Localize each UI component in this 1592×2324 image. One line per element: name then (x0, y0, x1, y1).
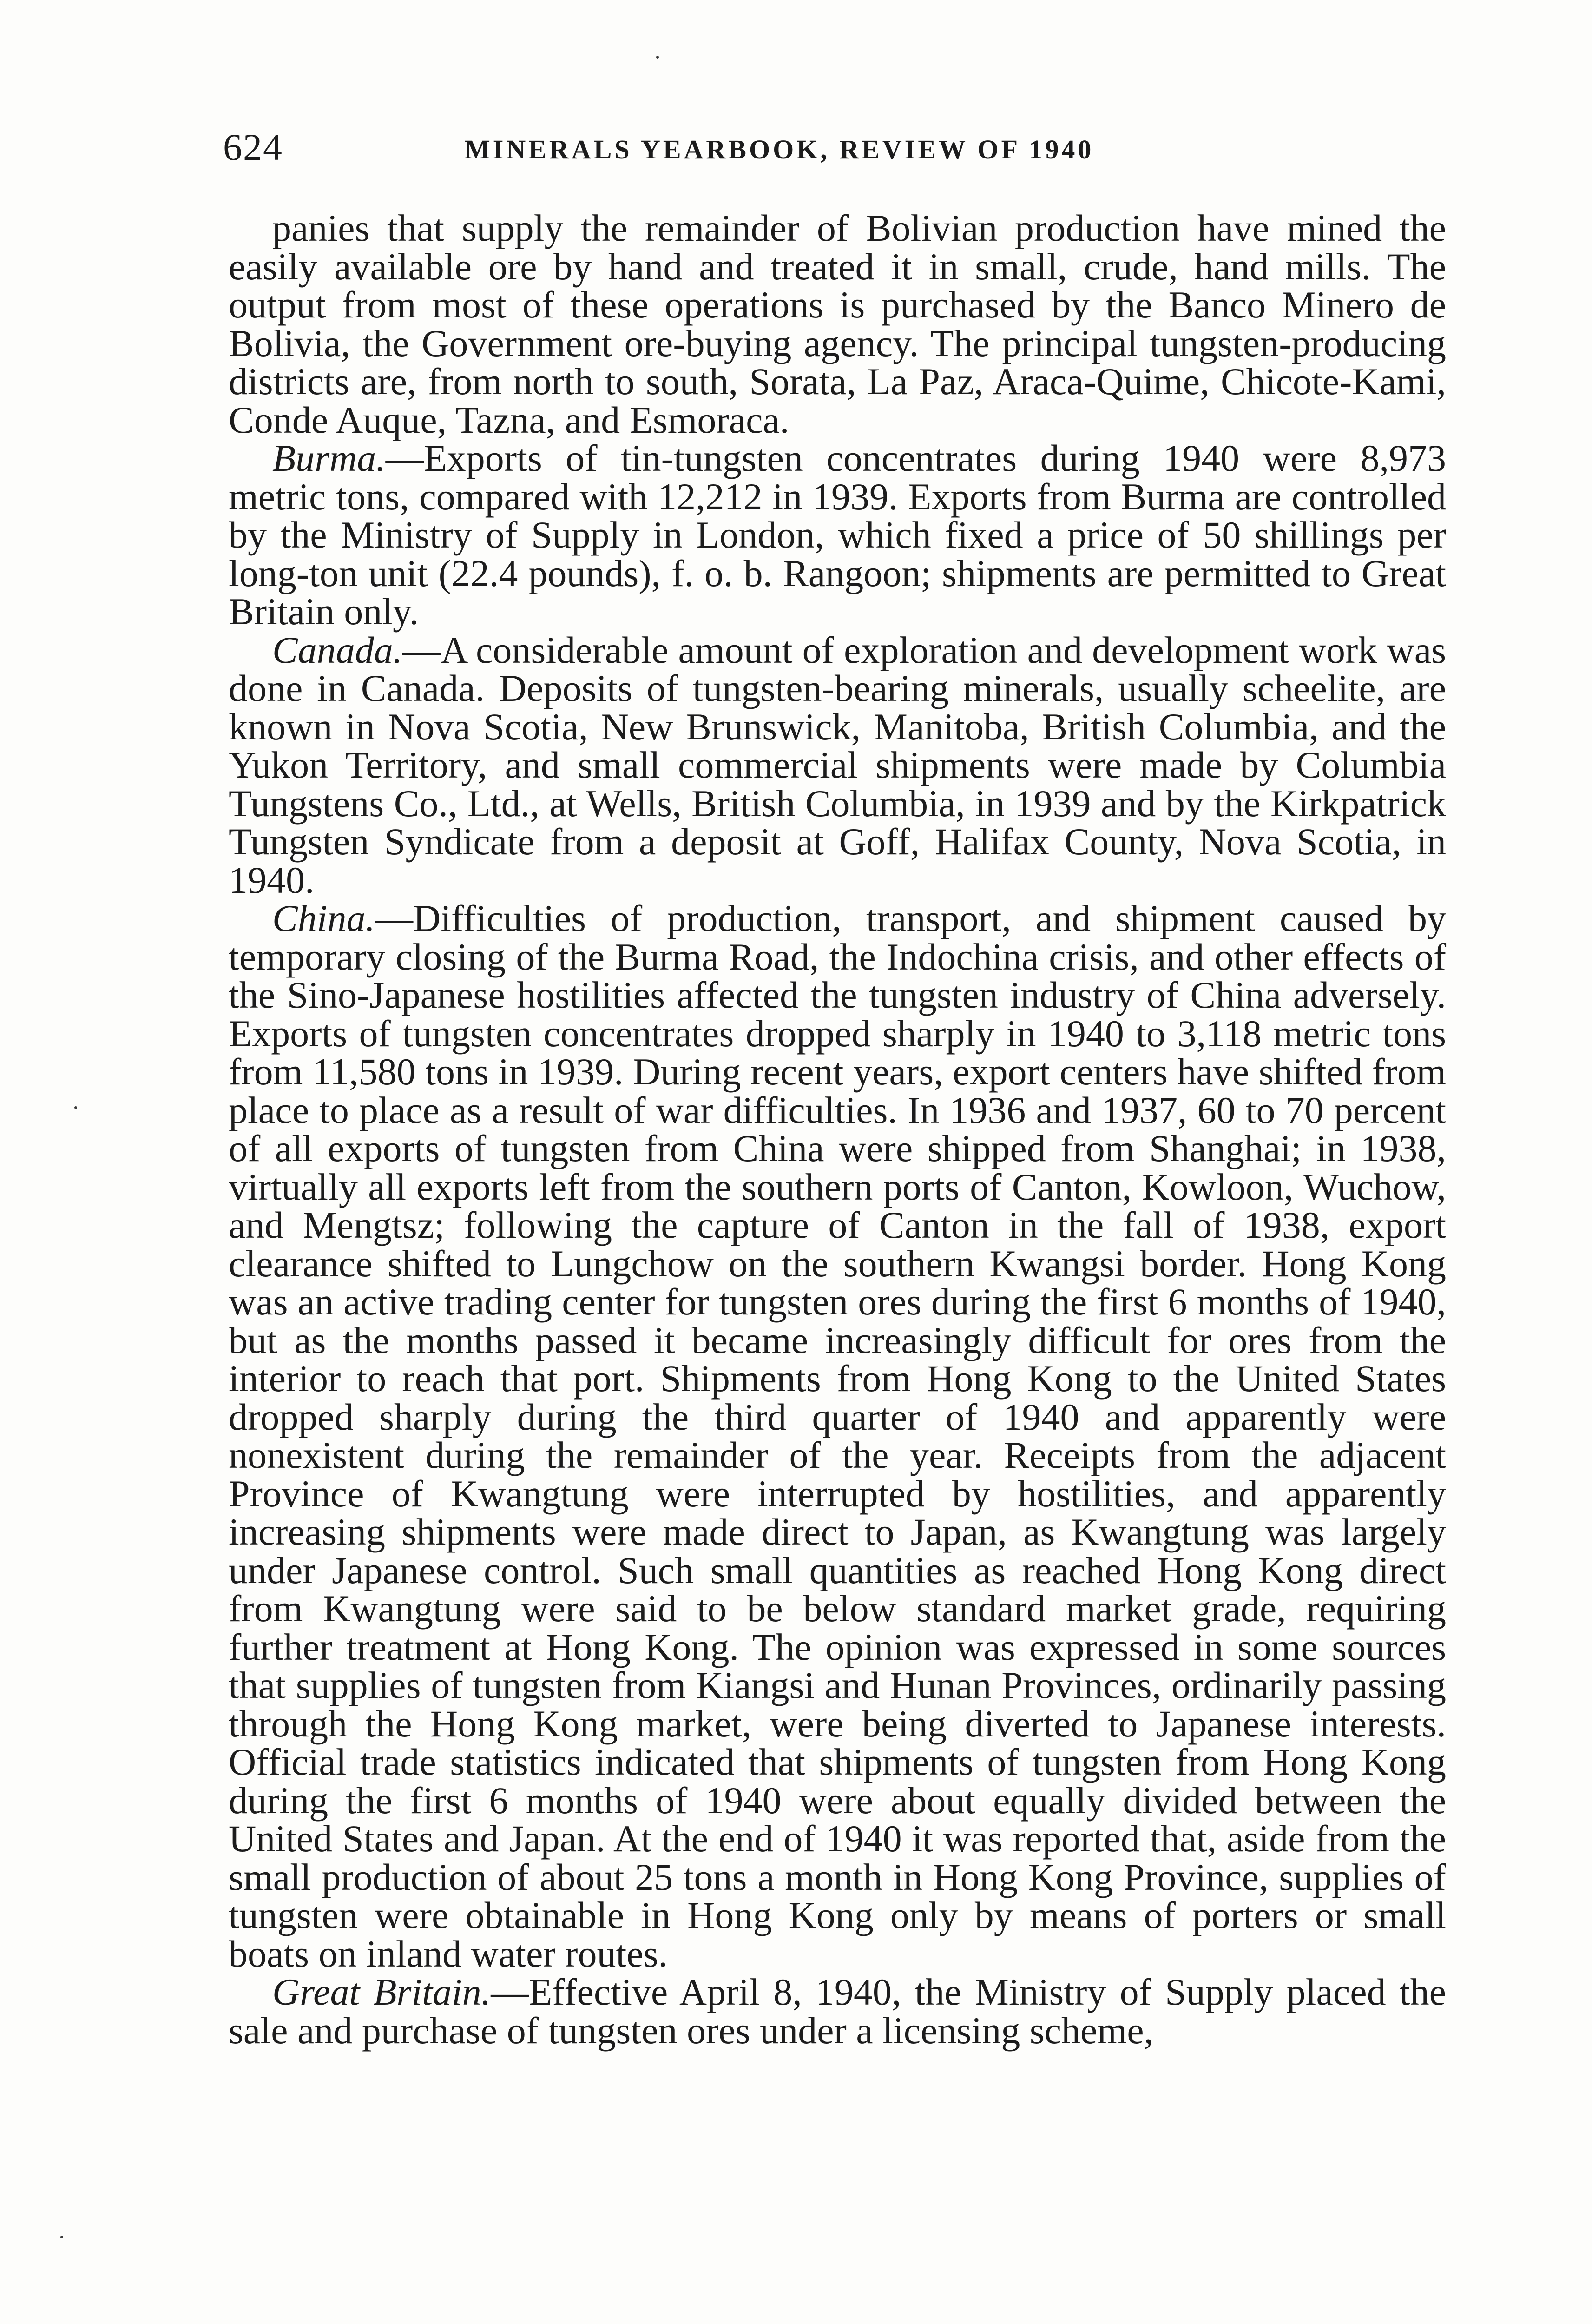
em-dash: — (402, 628, 441, 671)
paragraph-china (229, 899, 1446, 1973)
section-heading-great-britain: Great Britain. (272, 1971, 491, 2013)
running-head: MINERALS YEARBOOK, REVIEW OF 1940 (465, 134, 1094, 165)
section-heading-canada: Canada. (272, 628, 403, 671)
body-text (229, 209, 1446, 2050)
paragraph-burma (229, 439, 1446, 631)
scan-speck (74, 1106, 77, 1109)
scan-speck (60, 2236, 63, 2238)
paragraph-text: Difficulties of production, transport, and shipment caused by temporary closing of the Burma Road, the Indochina crisis, and other effects of the Sino-Japanese hostilities affected the tungsten industry of China adversely. Exports of tungsten concentrates dropped sharply in 1940 to 3,118 metric tons from 11,580 tons in 1939. During recent years, export centers have shifted from place to place as a result of war difficulties. In 1936 and 1937, 60 to 70 percent of all exports of tungsten from China were shipped from Shanghai; in 1938, virtually all exports left from the southern ports of Canton, Kowloon, Wuchow, and Mengtsz; following the capture of Canton in the fall of 1938, export clearance shifted to Lungchow on the southern Kwangsi border. Hong Kong was an active trading center for tungsten ores during the first 6 months of 1940, but as the months passed it became increasingly difficult for ores from the interior to reach that port. Shipments from Hong Kong to the United States dropped sharply during the third quarter of 1940 and apparently were nonexistent during the remainder of the year. Receipts from the adjacent Province of Kwangtung were interrupted by hostilities, and apparently increasing shipments were made direct to Japan, as Kwangtung was largely under Japanese control. Such small quantities as reached Hong Kong direct from Kwangtung were said to be below standard market grade, requiring further treatment at Hong Kong. The opinion was expressed in some sources that supplies of tungsten from Kiangsi and Hunan Provinces, ordinarily passing through the Hong Kong market, were being diverted to Japanese interests. Official trade statistics indicated that shipments of tungsten from Hong Kong during the first 6 months of 1940 were about equally divided between the United States and Japan. At the end of 1940 it was reported that, aside from the small production of about 25 tons a month in Hong Kong Province, supplies of tungsten were obtainable in Hong Kong only by means of porters or small boats on inland water routes. (229, 897, 1446, 1975)
paragraph-canada (229, 628, 1446, 901)
scan-speck (656, 56, 659, 59)
em-dash: — (375, 897, 413, 939)
section-heading-china: China. (272, 897, 375, 939)
paragraph-text: panies that supply the remainder of Bolivian production have mined the easily available ore by hand and treated it in small, crude, hand mills. The output from most of these operations is purchased by the Banco Minero de Bolivia, the Government ore-buying agency. The principal tungsten-producing districts are, from north to south, Sorata, La Paz, Araca-Quime, Chicote-Kami, Conde Auque, Tazna, and Esmoraca. (229, 207, 1446, 441)
paragraph-bolivia-continued (229, 209, 1446, 439)
page-number: 624 (223, 126, 283, 168)
paragraph-great-britain (229, 1973, 1446, 2050)
page-header (223, 125, 1450, 177)
paragraph-text: Exports of tin-tungsten concentrates during 1940 were 8,973 metric tons, compared with 12,212 in 1939. Exports from Burma are controlled by the Ministry of Supply in London, which fixed a price of 50 shillings per long-ton unit (22.4 pounds), f. o. b. Rangoon; shipments are permitted to Great Britain only. (229, 437, 1446, 633)
paragraph-text: Effective April 8, 1940, the Ministry of Supply placed the sale and purchase of tungsten ores under a licensing scheme, (229, 1971, 1446, 2052)
em-dash: — (385, 437, 424, 479)
paragraph-text: A considerable amount of exploration and development work was done in Canada. Deposits of tungsten-bearing minerals, usually scheelite, are known in Nova Scotia, New Brunswick, Manitoba, British Columbia, and the Yukon Territory, and small commercial shipments were made by Columbia Tungstens Co., Ltd., at Wells, British Columbia, in 1939 and by the Kirkpatrick Tungsten Syndicate from a deposit at Goff, Halifax County, Nova Scotia, in 1940. (229, 628, 1446, 901)
em-dash: — (491, 1971, 529, 2013)
section-heading-burma: Burma. (272, 437, 386, 479)
